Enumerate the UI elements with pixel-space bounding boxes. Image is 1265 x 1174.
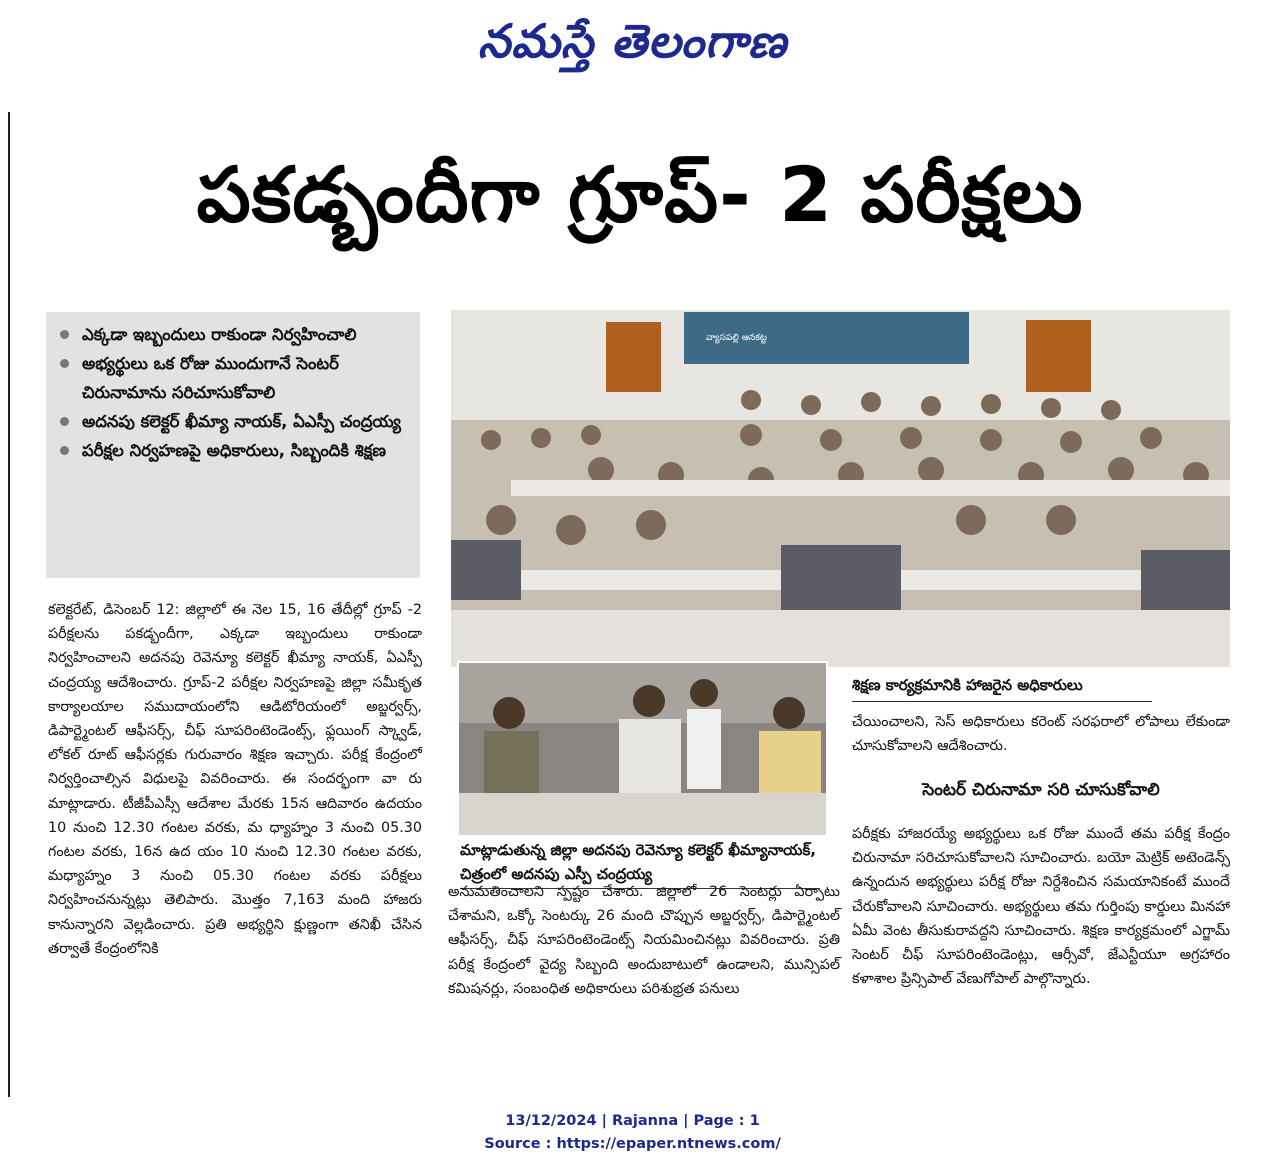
- bullet-icon: [60, 417, 69, 426]
- highlights-box: [46, 312, 420, 578]
- article-headline: పకడ్బందీగా గ్రూప్- 2 పరీక్షలు: [196, 150, 1084, 239]
- auditorium-photo: [451, 310, 1230, 667]
- main-photo: [451, 310, 1230, 667]
- bullet-icon: [60, 446, 69, 455]
- highlight-item: అదనపు కలెక్టర్ ఖీమ్యా నాయక్, ఏఎస్పీ చంద్రయ్య: [60, 407, 414, 436]
- highlight-item: అభ్యర్థులు ఒక రోజు ముందుగానే సెంటర్ చిరునామాను సరిచూసుకోవాలి: [60, 349, 414, 407]
- svg-text:వ్యాసపల్లి ఆనకట్ట: వ్యాసపల్లి ఆనకట్ట: [706, 333, 767, 343]
- article-column-1: కలెక్టరేట్, డిసెంబర్ 12: జిల్లాలో ఈ నెల 15, 16 తేదీల్లో గ్రూప్ -2 పరీక్షలను పకడ్బందీగా, ఎక్కడా ఇబ్బందులు రాకుండా నిర్వహించాలని అదనపు రెవెన్యూ కలెక్టర్ ఖీమ్యా నాయక్, ఏఎస్పీ చంద్రయ్య ఆదేశించారు. గ్రూప్-2 పరీక్షల నిర్వహణపై జిల్లా సమీకృత కార్యాలయాల సముదాయంలోని ఆడిటోరియంలో అబ్జర్వర్స్, డిపార్ట్మెంటల్ ఆఫీసర్స్, చీఫ్ సూపరింటెండెంట్స్, ఫ్లయింగ్ స్క్వాడ్, లోకల్ రూట్ ఆఫీసర్లకు గురువారం శిక్షణ ఇచ్చారు. పరీక్ష కేంద్రంలో నిర్వర్తించాల్సిన విధులపై వివరించారు. ఈ సందర్భంగా వా రు మాట్లాడారు. టీజీపీఎస్సీ ఆదేశాల మేరకు 15న ఆదివారం ఉదయం 10 నుంచి 12.30 గంటల వరకు, మ ధ్యాహ్నం 3 నుంచి 05.30 గంటల వరకు, 16న ఉద యం 10 నుంచి 12.30 గంటల వరకు, మధ్యాహ్నం 3 నుంచి 05.30 గంటల వరకు పరీక్షలు నిర్వహించనున్నట్లు తెలిపారు. మొత్తం 7,163 మంది హాజరు కానున్నారని వెల్లడించారు. ప్రతి అభ్యర్థిని క్షుణ్ణంగా తనిఖీ చేసిన తర్వాతే కేంద్రంలోనికి: [48, 602, 422, 957]
- highlight-item: ఎక్కడా ఇబ్బందులు రాకుండా నిర్వహించాలి: [60, 320, 414, 349]
- inset-photo: [457, 661, 828, 837]
- officials-photo: [459, 663, 826, 835]
- bullet-icon: [60, 359, 69, 368]
- inset-photo-caption: మాట్లాడుతున్న జిల్లా అదనపు రెవెన్యూ కలెక్టర్ ఖీమ్యానాయక్, చిత్రంలో అదనపు ఎస్పీ చంద్రయ్య: [460, 838, 820, 889]
- article-column-3: చేయించాలని, సెస్ అధికారులు కరెంట్ సరఫరాలో లోపాలు లేకుండా చూసుకోవాలని ఆదేశించారు.: [852, 714, 1230, 755]
- main-photo-caption: శిక్షణ కార్యక్రమానికి హాజరైన అధికారులు: [852, 676, 1152, 702]
- footer-date-line: 13/12/2024 | Rajanna | Page : 1: [505, 1113, 760, 1129]
- article-subheading: సెంటర్ చిరునామా సరి చూసుకోవాలి: [922, 780, 1160, 800]
- footer-source-line: Source : https://epaper.ntnews.com/: [484, 1136, 781, 1152]
- left-border-rule: [8, 112, 10, 1097]
- newspaper-masthead: నమస్తే తెలంగాణ: [477, 14, 788, 68]
- article-column-2: అనుమతించాలని స్పష్టం చేశారు. జిల్లాలో 26 సెంటర్లు ఏర్పాటు చేశామని, ఒక్కో సెంటర్కు 26 మంది చొప్పున అబ్జర్వర్స్, డిపార్ట్మెంటల్ ఆఫీసర్స్, చీఫ్ సూపరింటెండెంట్స్ నియమించినట్లు వివరించారు. ప్రతి పరీక్ష కేంద్రంలో వైద్య సిబ్బంది అందుబాటులో ఉండాలని, మున్సిపల్ కమిషనర్లు, సంబంధిత అధికారులు పరిశుభ్రత పనులు: [448, 884, 840, 997]
- article-column-3-continued: పరీక్షకు హాజరయ్యే అభ్యర్థులు ఒక రోజు ముందే తమ పరీక్ష కేంద్రం చిరునామా సరిచూసుకోవాలని సూచించారు. బయో మెట్రిక్ అటెండెన్స్ ఉన్నందున అభ్యర్థులు పరీక్ష రోజు నిర్దేశించిన సమయానికంటే ముందే చేరుకోవాలని సూచించారు. అభ్యర్థులు తమ గుర్తింపు కార్డులు మినహా ఏమీ వెంట తీసుకురావద్దని సూచించారు. శిక్షణ కార్యక్రమంలో ఎగ్జామ్ సెంటర్ చీఫ్ సూపరింటెండెంట్లు, ఆర్సీవో, జేఎన్టీయూ అగ్రహారం కళాశాల ప్రిన్సిపాల్ వేణుగోపాల్ పాల్గొన్నారు.: [852, 826, 1230, 988]
- bullet-icon: [60, 330, 69, 339]
- highlight-item: పరీక్షల నిర్వహణపై అధికారులు, సిబ్బందికి శిక్షణ: [60, 436, 414, 465]
- page-footer: [0, 1110, 1265, 1156]
